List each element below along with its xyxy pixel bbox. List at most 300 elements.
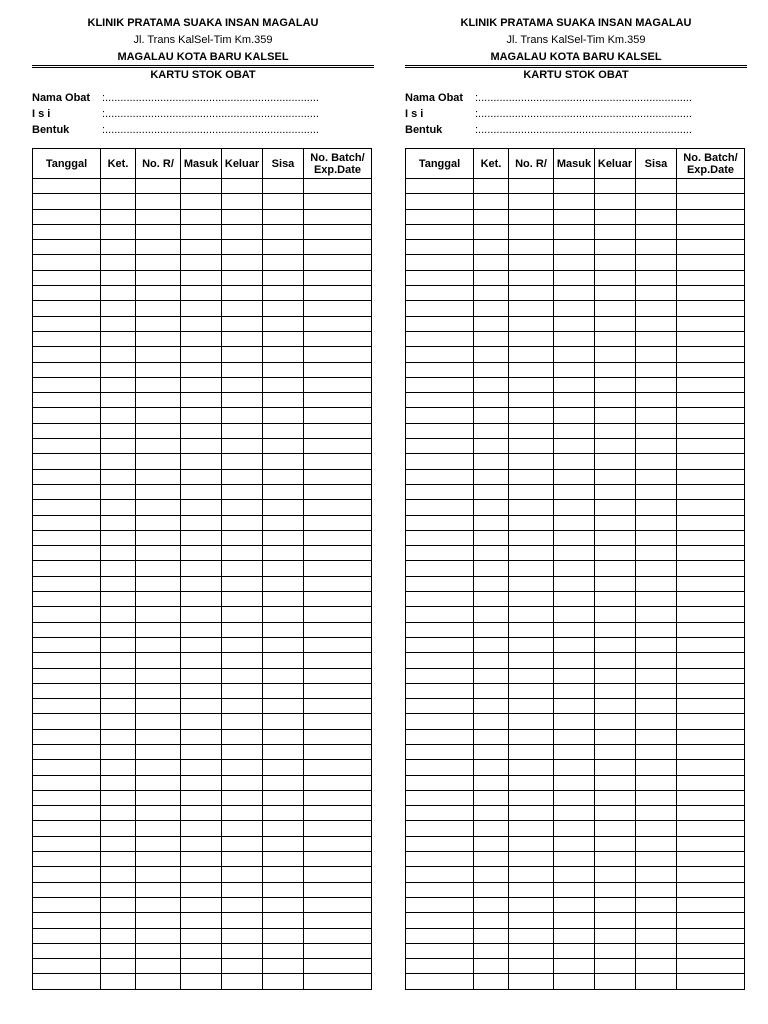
table-cell bbox=[33, 637, 101, 652]
table-row bbox=[406, 760, 745, 775]
table-cell bbox=[406, 729, 474, 744]
table-cell bbox=[595, 408, 636, 423]
table-cell bbox=[136, 714, 181, 729]
table-cell bbox=[263, 714, 304, 729]
table-cell bbox=[101, 209, 136, 224]
table-cell bbox=[33, 209, 101, 224]
table-cell bbox=[181, 408, 222, 423]
table-cell bbox=[304, 622, 372, 637]
table-cell bbox=[101, 270, 136, 285]
table-cell bbox=[33, 500, 101, 515]
table-cell bbox=[304, 729, 372, 744]
table-cell bbox=[136, 179, 181, 194]
table-cell bbox=[595, 362, 636, 377]
table-cell bbox=[33, 744, 101, 759]
col-header-tanggal: Tanggal bbox=[406, 149, 474, 179]
table-cell bbox=[509, 530, 554, 545]
table-row bbox=[406, 959, 745, 974]
table-cell bbox=[554, 974, 595, 989]
table-cell bbox=[181, 699, 222, 714]
table-cell bbox=[554, 179, 595, 194]
table-cell bbox=[101, 790, 136, 805]
table-cell bbox=[181, 270, 222, 285]
table-cell bbox=[509, 882, 554, 897]
table-cell bbox=[181, 484, 222, 499]
table-cell bbox=[136, 637, 181, 652]
clinic-name: KLINIK PRATAMA SUAKA INSAN MAGALAU bbox=[460, 17, 692, 29]
table-cell bbox=[554, 622, 595, 637]
table-cell bbox=[636, 790, 677, 805]
table-cell bbox=[595, 637, 636, 652]
table-cell bbox=[554, 270, 595, 285]
table-cell bbox=[406, 515, 474, 530]
table-row bbox=[406, 775, 745, 790]
table-cell bbox=[406, 500, 474, 515]
table-cell bbox=[677, 913, 745, 928]
table-cell bbox=[181, 607, 222, 622]
table-row bbox=[33, 821, 372, 836]
table-cell bbox=[554, 683, 595, 698]
table-cell bbox=[304, 882, 372, 897]
table-cell bbox=[554, 714, 595, 729]
table-cell bbox=[474, 974, 509, 989]
table-cell bbox=[33, 362, 101, 377]
table-cell bbox=[509, 515, 554, 530]
table-row bbox=[33, 760, 372, 775]
table-cell bbox=[222, 897, 263, 912]
table-cell bbox=[101, 806, 136, 821]
field-value: :...................................................................... bbox=[102, 92, 319, 104]
table-cell bbox=[406, 714, 474, 729]
table-cell bbox=[474, 622, 509, 637]
table-row bbox=[33, 928, 372, 943]
table-cell bbox=[136, 775, 181, 790]
table-cell bbox=[636, 515, 677, 530]
table-cell bbox=[101, 286, 136, 301]
table-cell bbox=[554, 928, 595, 943]
table-cell bbox=[474, 729, 509, 744]
table-cell bbox=[222, 546, 263, 561]
table-cell bbox=[222, 393, 263, 408]
table-cell bbox=[181, 760, 222, 775]
table-cell bbox=[595, 546, 636, 561]
table-cell bbox=[181, 362, 222, 377]
table-cell bbox=[33, 469, 101, 484]
table-cell bbox=[636, 683, 677, 698]
table-cell bbox=[554, 576, 595, 591]
table-cell bbox=[304, 224, 372, 239]
table-cell bbox=[136, 668, 181, 683]
table-cell bbox=[263, 897, 304, 912]
col-header-masuk: Masuk bbox=[554, 149, 595, 179]
clinic-name: KLINIK PRATAMA SUAKA INSAN MAGALAU bbox=[87, 17, 319, 29]
table-cell bbox=[101, 194, 136, 209]
field-bentuk bbox=[405, 124, 692, 136]
table-cell bbox=[33, 806, 101, 821]
table-cell bbox=[595, 576, 636, 591]
table-cell bbox=[33, 515, 101, 530]
table-cell bbox=[101, 454, 136, 469]
table-cell bbox=[263, 683, 304, 698]
table-cell bbox=[509, 439, 554, 454]
table-cell bbox=[222, 194, 263, 209]
table-cell bbox=[304, 194, 372, 209]
table-cell bbox=[509, 209, 554, 224]
table-cell bbox=[636, 500, 677, 515]
table-cell bbox=[136, 377, 181, 392]
table-cell bbox=[263, 852, 304, 867]
table-cell bbox=[136, 316, 181, 331]
table-cell bbox=[181, 592, 222, 607]
table-cell bbox=[263, 301, 304, 316]
table-cell bbox=[554, 806, 595, 821]
table-cell bbox=[181, 377, 222, 392]
table-cell bbox=[677, 683, 745, 698]
table-cell bbox=[101, 484, 136, 499]
table-row bbox=[406, 897, 745, 912]
table-cell bbox=[595, 867, 636, 882]
table-cell bbox=[181, 179, 222, 194]
table-cell bbox=[304, 362, 372, 377]
table-row bbox=[33, 806, 372, 821]
table-cell bbox=[263, 362, 304, 377]
table-cell bbox=[136, 255, 181, 270]
table-cell bbox=[509, 469, 554, 484]
table-cell bbox=[101, 913, 136, 928]
table-cell bbox=[636, 668, 677, 683]
table-row bbox=[33, 255, 372, 270]
table-cell bbox=[406, 775, 474, 790]
stock-card-right bbox=[405, 0, 768, 1024]
table-cell bbox=[595, 913, 636, 928]
table-cell bbox=[136, 928, 181, 943]
table-cell bbox=[595, 943, 636, 958]
table-cell bbox=[136, 194, 181, 209]
table-cell bbox=[595, 255, 636, 270]
table-cell bbox=[636, 316, 677, 331]
table-cell bbox=[474, 194, 509, 209]
table-cell bbox=[554, 867, 595, 882]
table-cell bbox=[101, 224, 136, 239]
table-cell bbox=[677, 408, 745, 423]
table-row bbox=[406, 622, 745, 637]
table-row bbox=[406, 423, 745, 438]
table-cell bbox=[136, 806, 181, 821]
table-cell bbox=[136, 393, 181, 408]
table-cell bbox=[263, 576, 304, 591]
table-cell bbox=[263, 530, 304, 545]
table-cell bbox=[636, 194, 677, 209]
table-cell bbox=[222, 484, 263, 499]
table-row bbox=[406, 194, 745, 209]
table-cell bbox=[406, 423, 474, 438]
table-cell bbox=[406, 867, 474, 882]
table-cell bbox=[474, 775, 509, 790]
table-cell bbox=[101, 500, 136, 515]
table-cell bbox=[554, 943, 595, 958]
table-cell bbox=[222, 928, 263, 943]
table-cell bbox=[181, 913, 222, 928]
table-cell bbox=[304, 316, 372, 331]
table-cell bbox=[304, 377, 372, 392]
table-row bbox=[33, 408, 372, 423]
table-cell bbox=[181, 897, 222, 912]
table-cell bbox=[101, 928, 136, 943]
table-cell bbox=[677, 561, 745, 576]
table-cell bbox=[554, 240, 595, 255]
table-cell bbox=[304, 347, 372, 362]
table-cell bbox=[677, 179, 745, 194]
table-cell bbox=[33, 607, 101, 622]
table-cell bbox=[222, 913, 263, 928]
table-cell bbox=[474, 500, 509, 515]
table-row bbox=[33, 897, 372, 912]
table-cell bbox=[509, 270, 554, 285]
table-cell bbox=[263, 224, 304, 239]
table-cell bbox=[509, 653, 554, 668]
table-cell bbox=[181, 775, 222, 790]
table-cell bbox=[101, 469, 136, 484]
table-cell bbox=[181, 852, 222, 867]
table-cell bbox=[677, 806, 745, 821]
table-cell bbox=[677, 194, 745, 209]
table-row bbox=[406, 286, 745, 301]
table-cell bbox=[595, 653, 636, 668]
table-cell bbox=[101, 439, 136, 454]
table-cell bbox=[595, 622, 636, 637]
table-cell bbox=[636, 286, 677, 301]
table-cell bbox=[636, 408, 677, 423]
table-cell bbox=[33, 882, 101, 897]
table-row bbox=[406, 301, 745, 316]
table-cell bbox=[33, 393, 101, 408]
table-cell bbox=[595, 561, 636, 576]
table-row bbox=[406, 439, 745, 454]
table-cell bbox=[33, 959, 101, 974]
table-cell bbox=[304, 637, 372, 652]
table-row bbox=[33, 913, 372, 928]
table-cell bbox=[136, 347, 181, 362]
table-cell bbox=[406, 546, 474, 561]
table-cell bbox=[554, 637, 595, 652]
table-cell bbox=[136, 607, 181, 622]
table-row bbox=[406, 484, 745, 499]
table-cell bbox=[222, 959, 263, 974]
table-cell bbox=[509, 194, 554, 209]
table-cell bbox=[595, 699, 636, 714]
stock-table bbox=[32, 148, 372, 990]
table-cell bbox=[406, 821, 474, 836]
table-cell bbox=[636, 423, 677, 438]
table-cell bbox=[636, 484, 677, 499]
table-cell bbox=[636, 637, 677, 652]
table-cell bbox=[136, 561, 181, 576]
table-row bbox=[406, 469, 745, 484]
table-row bbox=[33, 576, 372, 591]
col-header-keluar: Keluar bbox=[595, 149, 636, 179]
table-cell bbox=[222, 592, 263, 607]
table-cell bbox=[181, 209, 222, 224]
card-title: KARTU STOK OBAT bbox=[150, 69, 256, 81]
table-cell bbox=[595, 439, 636, 454]
table-cell bbox=[474, 209, 509, 224]
table-row bbox=[33, 699, 372, 714]
field-value: :...................................................................... bbox=[102, 124, 319, 136]
table-cell bbox=[136, 760, 181, 775]
table-cell bbox=[304, 576, 372, 591]
table-row bbox=[406, 806, 745, 821]
table-cell bbox=[509, 484, 554, 499]
table-cell bbox=[304, 561, 372, 576]
table-row bbox=[406, 836, 745, 851]
table-cell bbox=[222, 882, 263, 897]
table-cell bbox=[595, 194, 636, 209]
table-cell bbox=[101, 653, 136, 668]
table-row bbox=[406, 179, 745, 194]
table-cell bbox=[474, 852, 509, 867]
table-cell bbox=[136, 224, 181, 239]
table-cell bbox=[304, 331, 372, 346]
table-cell bbox=[406, 179, 474, 194]
table-cell bbox=[222, 377, 263, 392]
table-cell bbox=[636, 928, 677, 943]
table-cell bbox=[474, 240, 509, 255]
table-row bbox=[33, 653, 372, 668]
table-cell bbox=[636, 179, 677, 194]
table-cell bbox=[263, 744, 304, 759]
table-cell bbox=[33, 286, 101, 301]
table-cell bbox=[509, 423, 554, 438]
table-row bbox=[406, 821, 745, 836]
table-cell bbox=[136, 653, 181, 668]
table-row bbox=[406, 546, 745, 561]
table-cell bbox=[304, 852, 372, 867]
table-cell bbox=[595, 316, 636, 331]
table-cell bbox=[304, 469, 372, 484]
table-cell bbox=[33, 301, 101, 316]
table-cell bbox=[677, 469, 745, 484]
table-cell bbox=[677, 668, 745, 683]
table-cell bbox=[509, 393, 554, 408]
table-cell bbox=[595, 301, 636, 316]
table-cell bbox=[136, 286, 181, 301]
table-cell bbox=[136, 897, 181, 912]
table-cell bbox=[222, 347, 263, 362]
table-cell bbox=[304, 836, 372, 851]
table-row bbox=[406, 515, 745, 530]
table-row bbox=[33, 209, 372, 224]
table-cell bbox=[474, 760, 509, 775]
table-cell bbox=[263, 729, 304, 744]
table-cell bbox=[101, 729, 136, 744]
table-cell bbox=[222, 790, 263, 805]
table-cell bbox=[136, 683, 181, 698]
table-cell bbox=[509, 546, 554, 561]
table-row bbox=[33, 194, 372, 209]
table-cell bbox=[181, 439, 222, 454]
table-cell bbox=[554, 301, 595, 316]
table-cell bbox=[136, 852, 181, 867]
table-cell bbox=[636, 393, 677, 408]
table-cell bbox=[509, 852, 554, 867]
table-cell bbox=[263, 316, 304, 331]
table-cell bbox=[636, 469, 677, 484]
table-cell bbox=[181, 637, 222, 652]
table-row bbox=[33, 622, 372, 637]
table-cell bbox=[509, 760, 554, 775]
table-cell bbox=[554, 286, 595, 301]
table-cell bbox=[222, 622, 263, 637]
table-cell bbox=[677, 622, 745, 637]
table-cell bbox=[136, 515, 181, 530]
table-cell bbox=[101, 316, 136, 331]
table-cell bbox=[474, 699, 509, 714]
table-cell bbox=[304, 454, 372, 469]
table-cell bbox=[406, 653, 474, 668]
table-cell bbox=[304, 974, 372, 989]
table-row bbox=[33, 729, 372, 744]
table-cell bbox=[406, 316, 474, 331]
table-cell bbox=[222, 209, 263, 224]
table-row bbox=[33, 974, 372, 989]
table-cell bbox=[474, 897, 509, 912]
table-cell bbox=[304, 897, 372, 912]
table-cell bbox=[33, 897, 101, 912]
table-cell bbox=[136, 362, 181, 377]
field-value: :...................................................................... bbox=[475, 92, 692, 104]
table-cell bbox=[101, 592, 136, 607]
table-cell bbox=[101, 515, 136, 530]
table-row bbox=[33, 286, 372, 301]
table-cell bbox=[474, 576, 509, 591]
table-cell bbox=[33, 224, 101, 239]
table-cell bbox=[636, 576, 677, 591]
table-row bbox=[33, 301, 372, 316]
table-cell bbox=[554, 897, 595, 912]
table-cell bbox=[677, 500, 745, 515]
table-cell bbox=[595, 760, 636, 775]
table-cell bbox=[677, 439, 745, 454]
table-cell bbox=[677, 393, 745, 408]
table-cell bbox=[636, 270, 677, 285]
table-cell bbox=[263, 408, 304, 423]
table-cell bbox=[33, 867, 101, 882]
table-cell bbox=[677, 775, 745, 790]
table-cell bbox=[33, 530, 101, 545]
table-cell bbox=[595, 668, 636, 683]
table-row bbox=[406, 683, 745, 698]
table-cell bbox=[263, 653, 304, 668]
table-cell bbox=[304, 760, 372, 775]
table-cell bbox=[181, 867, 222, 882]
table-cell bbox=[474, 653, 509, 668]
table-cell bbox=[474, 484, 509, 499]
field-label: Bentuk bbox=[32, 124, 70, 136]
table-cell bbox=[595, 484, 636, 499]
table-cell bbox=[509, 347, 554, 362]
table-cell bbox=[263, 484, 304, 499]
table-cell bbox=[101, 408, 136, 423]
table-cell bbox=[181, 500, 222, 515]
table-cell bbox=[677, 362, 745, 377]
table-cell bbox=[406, 592, 474, 607]
table-cell bbox=[136, 331, 181, 346]
table-cell bbox=[263, 867, 304, 882]
table-cell bbox=[33, 179, 101, 194]
table-cell bbox=[554, 209, 595, 224]
table-cell bbox=[136, 592, 181, 607]
table-row bbox=[406, 714, 745, 729]
